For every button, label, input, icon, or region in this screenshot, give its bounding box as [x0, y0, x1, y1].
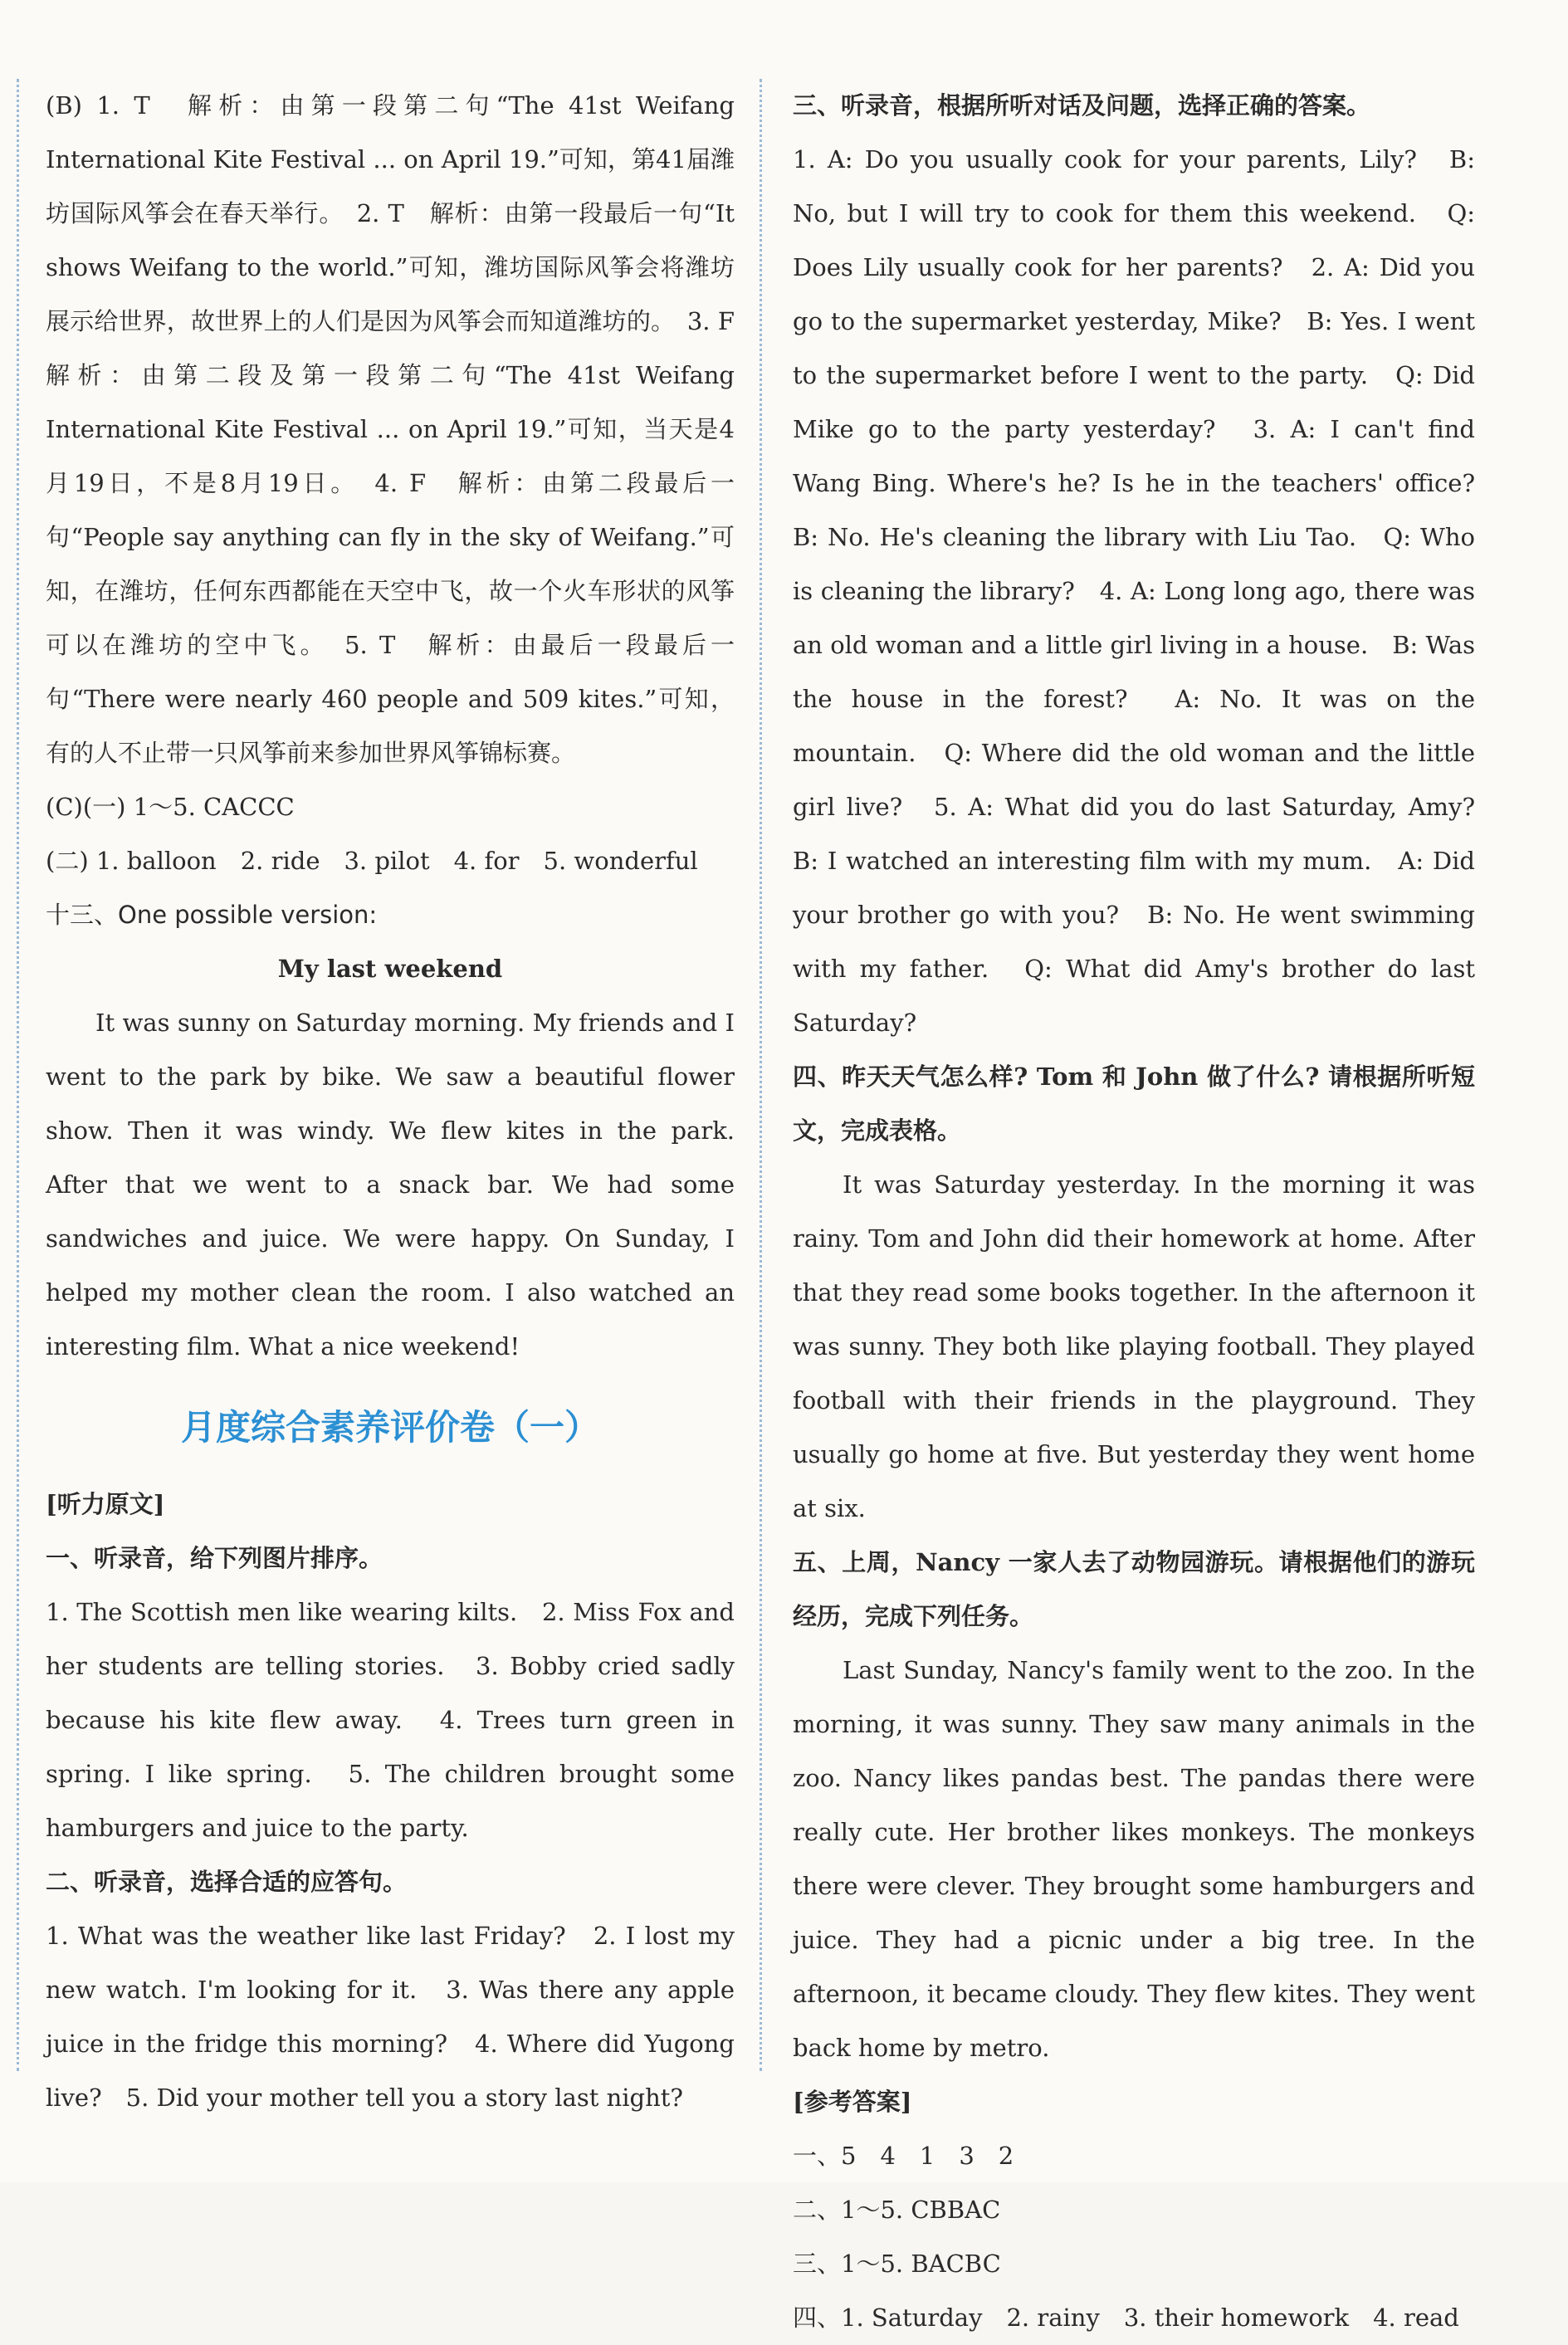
answer-2: 二、1～5. CBBAC	[793, 2196, 1001, 2224]
question-5-heading: 五、上周，Nancy 一家人去了动物园游玩。请根据他们的游玩经历，完成下列任务。	[793, 1548, 1475, 1630]
question-1-heading: 一、听录音，给下列图片排序。	[46, 1544, 383, 1572]
left-column	[46, 79, 760, 2125]
answer-4: 四、1. Saturday 2. rainy 3. their homework 4. read	[793, 2303, 1459, 2332]
monthly-evaluation-title: 月度综合素养评价卷（一）	[180, 1407, 599, 1448]
answer-c2: (二) 1. balloon 2. ride 3. pilot 4. for 5. wonderful	[46, 847, 698, 875]
listening-transcript-tag: [听力原文]	[46, 1490, 165, 1518]
column-divider	[760, 79, 762, 2071]
question-3-heading: 三、听录音，根据所听对话及问题，选择正确的答案。	[793, 91, 1371, 120]
answer-c1: (C)(一) 1～5. CACCC	[46, 793, 295, 821]
question-4-body: It was Saturday yesterday. In the morning it was rainy. Tom and John did their homework at home. After that they read some books together. In the afternoon it was sunny. They both like playing football. They played football with their friends in the playground. They usually go home at five. But yesterday they went home at six.	[793, 1170, 1475, 1522]
essay-body: It was sunny on Saturday morning. My friends and I went to the park by bike. We saw a beautiful flower show. Then it was windy. We flew kites in the park. After that we went to a snack bar. We had some sandwiches and juice. We were happy. On Sunday, I helped my mother clean the room. I also watched an interesting film. What a nice weekend!	[46, 1009, 735, 1361]
answer-b-explanations: (B) 1. T 解析：由第一段第二句“The 41st Weifang International Kite Festival ... on April 19.”可知，第41届潍坊国际风筝会在春天举行。 2. T 解析：由第一段最后一句“It shows Weifang to the world.”可知，潍坊国际风筝会将潍坊展示给世界，故世界上的人们是因为风筝会而知道潍坊的。 3. F 解析：由第二段及第一段第二句“The 41st Weifang International Kite Festival ... on April 19.”可知，当天是4月19日，不是8月19日。 4. F 解析：由第二段最后一句“People say anything can fly in the sky of Weifang.”可知，在潍坊，任何东西都能在天空中飞，故一个火车形状的风筝可以在潍坊的空中飞。 5. T 解析：由最后一段最后一句“There were nearly 460 people and 509 kites.”可知，有的人不止带一只风筝前来参加世界风筝锦标赛。	[46, 91, 760, 767]
section-13-heading: 十三、One possible version:	[46, 901, 378, 929]
question-1-body: 1. The Scottish men like wearing kilts. 2. Miss Fox and her students are telling stories. 3. Bobby cried sadly because his kite flew away. 4. Trees turn green in spring. I like spring. 5. The children brought some hamburgers and juice to the party.	[46, 1598, 735, 1842]
question-4-heading: 四、昨天天气怎么样? Tom 和 John 做了什么? 请根据所听短文，完成表格。	[793, 1063, 1475, 1145]
answer-1: 一、5 4 1 3 2	[793, 2142, 1014, 2170]
left-margin-dotted-line	[17, 79, 19, 2071]
question-5-body: Last Sunday, Nancy's family went to the zoo. In the morning, it was sunny. They saw many animals in the zoo. Nancy likes pandas best. The pandas there were really cute. Her brother likes monkeys. The monkeys there were clever. They brought some hamburgers and juice. They had a picnic under a big tree. In the afternoon, it became cloudy. They flew kites. They went back home by metro.	[793, 1656, 1475, 2062]
essay-title: My last weekend	[277, 955, 503, 983]
question-2-heading: 二、听录音，选择合适的应答句。	[46, 1868, 408, 1896]
right-column	[793, 79, 1500, 2345]
reference-answer-tag: [参考答案]	[793, 2088, 912, 2116]
answer-3: 三、1～5. BACBC	[793, 2250, 1001, 2278]
question-3-body: 1. A: Do you usually cook for your parents, Lily? B: No, but I will try to cook for them this weekend. Q: Does Lily usually cook for her parents? 2. A: Did you go to the supermarket yesterday, Mike? B: Yes. I went to the supermarket before I went to the party. Q: Did Mike go to the party yesterday? 3. A: I can't find Wang Bing. Where's he? Is he in the teachers' office? B: No. He's cleaning the library with Liu Tao. Q: Who is cleaning the library? 4. A: Long long ago, there was an old woman and a little girl living in a house. B: Was the house in the forest? A: No. It was on the mountain. Q: Where did the old woman and the little girl live? 5. A: What did you do last Saturday, Amy? B: I watched an interesting film with my mum. A: Did your brother go with you? B: No. He went swimming with my father. Q: What did Amy's brother do last Saturday?	[793, 145, 1500, 1037]
question-2-body: 1. What was the weather like last Friday? 2. I lost my new watch. I'm looking for it. 3. Was there any apple juice in the fridge this morning? 4. Where did Yugong live? 5. Did your mother tell you a story last night?	[46, 1922, 735, 2112]
